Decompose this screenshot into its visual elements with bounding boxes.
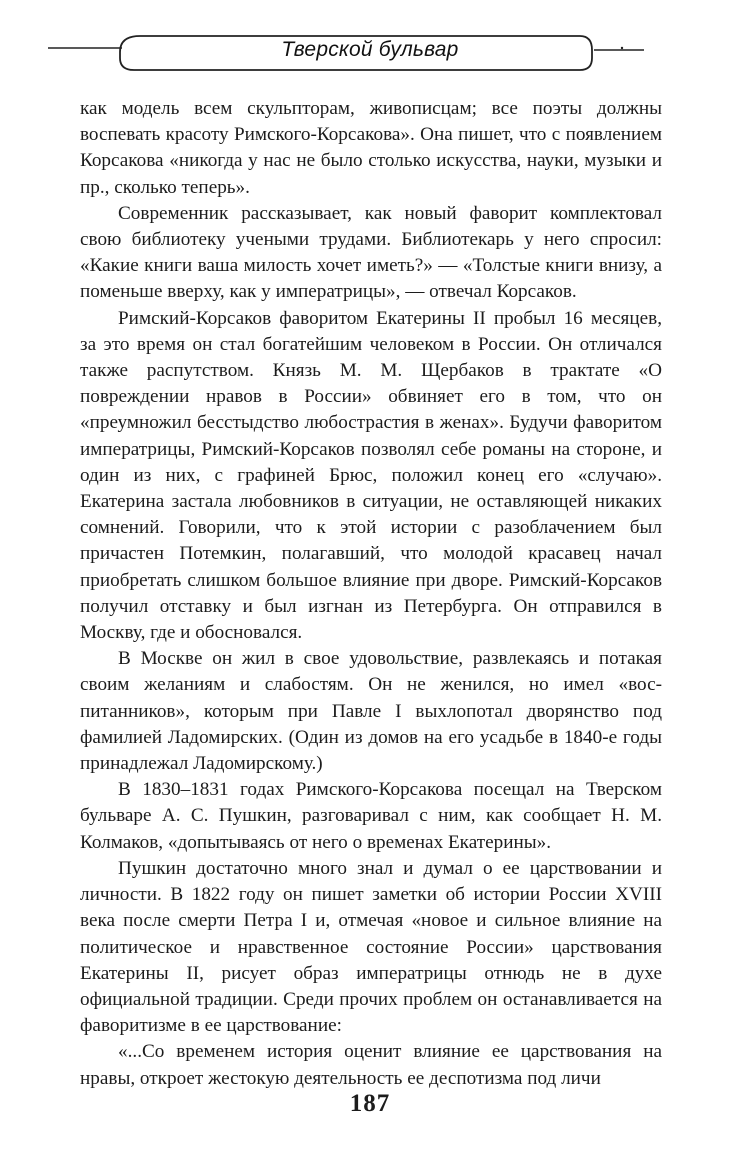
page-number: 187: [349, 1090, 391, 1117]
paragraph: В Москве он жил в свое удовольствие, развлекаясь и потакая своим желаниям и слабостям. Он не женился, но имел «воспитанников», которым при Павле I выхлопотал дворянство под фамилией Ладомирских. (Один из домов на его усадьбе в 1840-е годы принадлежал Ладомирскому.): [80, 648, 662, 775]
paragraph: Современник рассказывает, как новый фаворит комплектовал свою библиотеку учеными трудами. Библиотекарь у него спросил: «Какие книги ваша милость хочет иметь?» — «Толстые книги внизу, а поменьше вверху, как у императрицы», — отвечал Корсаков.: [80, 202, 662, 303]
paragraph: В 1830–1831 годах Римского-Корсакова посещал на Тверском бульваре А. С. Пушкин, разговаривал с ним, как сообщает Н. М. Колмаков, «допытываясь от него о временах Екатерины».: [80, 779, 662, 853]
body-text: [80, 96, 662, 1092]
paragraph: как модель всем скульпторам, живописцам; все поэты должны воспевать красоту Римского-Корсакова». Она пишет, что с появлением Корсакова «никогда у нас не было столько искусства, науки, музыки и пр., сколько теперь».: [80, 98, 662, 198]
running-header: [44, 30, 696, 74]
header-title: Тверской бульвар: [281, 38, 459, 61]
paragraph: «...Со временем история оценит влияние ее царствования на нравы, откроет жестокую деятельность ее деспотизма под личи: [80, 1041, 662, 1089]
paragraph: Пушкин достаточно много знал и думал о ее царствовании и личности. В 1822 году он пишет заметки об истории России XVIII века после смерти Петра I и, отмечая «новое и сильное влияние на политическое и нравственное состояние России» царствования Екатерины II, рисует образ императрицы отнюдь не в духе официальной традиции. Среди прочих проблем он останавливается на фаворитизме в ее царствование:: [80, 857, 662, 1037]
paragraph: Римский-Корсаков фаворитом Екатерины II пробыл 16 месяцев, за это время он стал богатейшим человеком в России. Он отличался также распутством. Князь М. М. Щербаков в трактате «О повреждении нравов в России» обвиняет его в том, что он «преумножил бесстыдство любострастия в женах». Будучи фаворитом императрицы, Римский-Корсаков позволял себе романы на стороне, и один из них, с графиней Брюс, положил конец его «случаю». Екатерина застала любовников в ситуации, не оставляющей никаких сомнений. Говорили, что к этой истории с разоблачением был причастен Потемкин, полагавший, что молодой красавец начал приобретать слишком большое влияние при дворе. Римский-Корсаков получил отставку и был изгнан из Петербурга. Он отправился в Москву, где и обосновался.: [80, 307, 662, 644]
